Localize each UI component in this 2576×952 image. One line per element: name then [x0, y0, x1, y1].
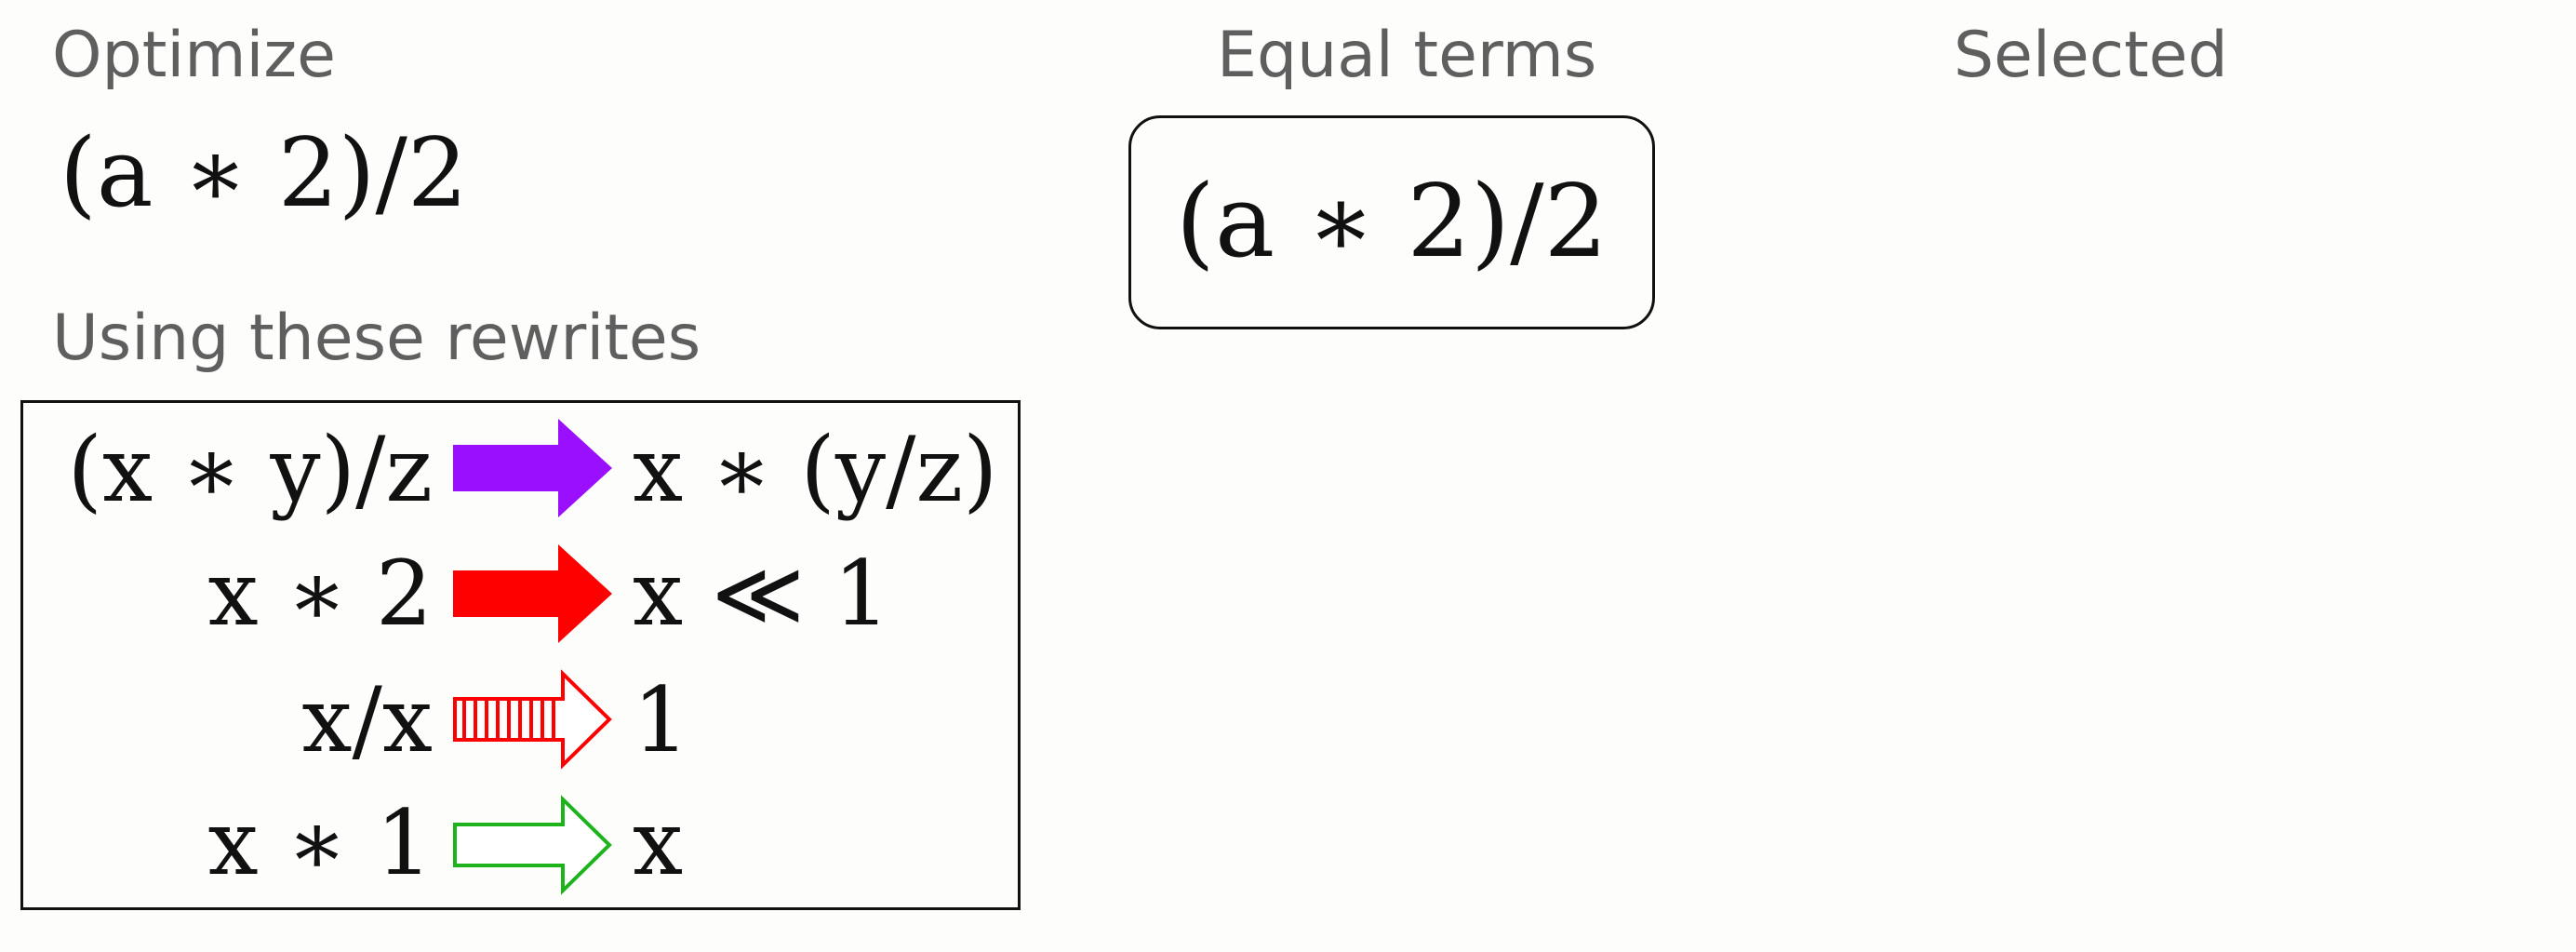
equal-term-node[interactable] [1128, 115, 1655, 329]
rule-rhs: x ∗ (y/z) [633, 418, 998, 522]
rule-lhs: x ∗ 1 [207, 791, 433, 895]
green-outline-arrow-icon [451, 794, 614, 896]
rule-lhs: x ∗ 2 [207, 542, 433, 646]
rewrite-rhs-column [633, 403, 1014, 907]
rewrites-heading: Using these rewrites [52, 302, 701, 375]
rule-lhs: x/x [301, 668, 433, 772]
red-solid-arrow-icon [451, 543, 614, 645]
red-striped-arrow-icon [451, 668, 614, 771]
purple-solid-arrow-icon [451, 417, 614, 519]
rule-rhs: x ≪ 1 [633, 542, 890, 646]
rule-lhs: (x ∗ y)/z [67, 418, 433, 522]
equal-term-expression: (a ∗ 2)/2 [1175, 164, 1608, 280]
optimize-expression: (a ∗ 2)/2 [60, 118, 468, 229]
optimize-heading: Optimize [52, 19, 336, 92]
equal-terms-heading: Equal terms [1217, 19, 1597, 92]
rewrite-lhs-column [23, 403, 433, 907]
rule-rhs: 1 [633, 668, 690, 772]
rule-rhs: x [633, 791, 684, 895]
selected-heading: Selected [1954, 19, 2228, 92]
rewrite-rules-panel [20, 400, 1021, 910]
